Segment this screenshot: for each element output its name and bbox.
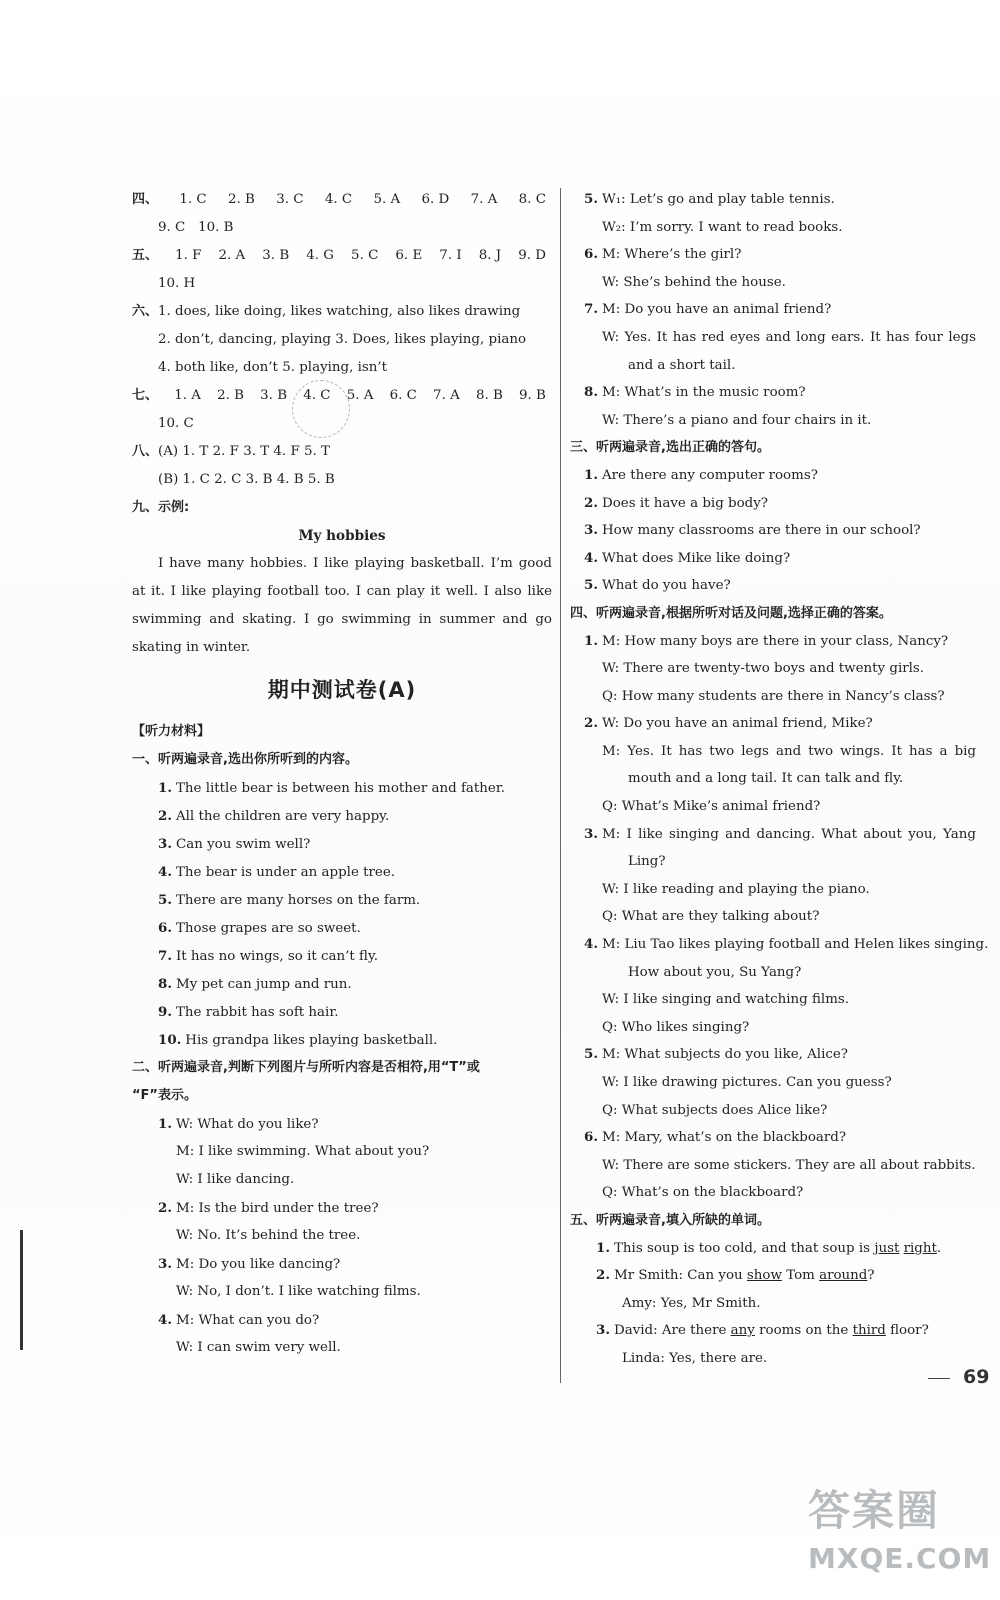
dialogue-line [570,738,980,766]
item-text: Q: Who likes singing? [602,1019,750,1035]
school-stamp-icon [292,380,350,438]
answer-row-9 [132,494,552,522]
section-label-4: 四、 [132,192,159,207]
item-text: M: Do you like dancing? [175,1257,341,1272]
item-text: His grandpa likes playing basketball. [185,1033,438,1048]
item-text: Q: What’s Mike’s animal friend? [602,799,821,815]
item-number: 2. [596,1267,610,1284]
item-text: W: Do you have an animal friend, Mike? [601,716,873,732]
item-text: W: I can swim very well. [176,1340,341,1355]
item-number: 7. [158,948,172,964]
item-text: What does Mike like doing? [601,550,791,566]
item-text: M: Is the bird under the tree? [175,1201,379,1216]
listening-item [132,858,552,886]
listening-label: 【听力材料】 [132,724,211,739]
dialogue-line [570,379,980,407]
dialogue-line [570,407,980,435]
item-text: W: I like drawing pictures. Can you guess? [602,1075,892,1090]
dialogue-line [570,628,980,656]
fill-line-5: Linda: Yes, there are. [622,1350,768,1366]
answer-item: 5. C [351,248,379,263]
fill-answer: any [730,1323,755,1339]
item-number: 5. [584,577,598,594]
fill-text: Tom [781,1268,820,1284]
item-text: Ling? [628,854,666,870]
item-text: W: No. It’s behind the tree. [176,1228,361,1243]
item-text: W: There are some stickers. They are all about rabbits. [602,1157,976,1173]
fill-line-4 [570,1317,980,1345]
fill-text: floor? [885,1323,929,1339]
answer-row-8 [132,438,552,466]
item-text: Those grapes are so sweet. [175,921,361,936]
item-text: Q: How many students are there in Nancy’s class? [602,688,945,704]
listening-item [132,1026,552,1054]
item-number: 5. [584,191,598,207]
item-number: 10. [158,1032,182,1048]
answer-item: 8. C [518,192,546,207]
site-logo-url: MXQE.COM [808,1542,992,1575]
item-number: 4. [584,936,598,953]
item-number: 1. [584,632,598,649]
answer-line: 1. does, like doing, likes watching, also likes drawing [158,304,521,319]
section-label-8: 八、 [132,444,159,459]
item-number: 3. [158,836,172,852]
item-text: W: There are twenty-two boys and twenty girls. [602,661,925,677]
item-text: Are there any computer rooms? [601,467,818,483]
dialogue-line [570,683,980,711]
item-text: Q: What are they talking about? [602,909,820,925]
item-text: M: How many boys are there in your class, Nancy? [601,633,949,649]
section-label-7: 七、 [132,388,159,403]
item-text: W: No, I don’t. I like watching films. [176,1284,421,1299]
answer-item: 3. B [260,388,288,403]
part4-list [570,628,989,1207]
dialogue-line [570,765,980,793]
dialogue-line [570,959,980,987]
dialogue-line [570,986,980,1014]
item-number: 1. [158,780,172,796]
site-logo-text: 答案圈 [808,1486,941,1535]
item-text: The rabbit has soft hair. [175,1005,339,1020]
item-text: The bear is under an apple tree. [175,865,396,880]
item-number: 4. [158,1312,172,1328]
item-text: M: I like singing and dancing. What about you, Yang [601,826,976,842]
part2-heading: 二、听两遍录音,判断下列图片与所听内容是否相符,用“T”或 [132,1060,480,1075]
part3-heading: 三、听两遍录音,选出正确的答句。 [570,440,770,456]
item-number: 1. [584,466,598,483]
fill-text: David: Are there [613,1323,731,1339]
item-text: Q: What’s on the blackboard? [602,1185,804,1201]
item-number: 4. [158,864,172,880]
item-text: M: What’s in the music room? [601,385,806,401]
dialogue-line [570,214,980,242]
part3-list [570,462,980,600]
answer-item: 10. B [198,220,234,235]
fill-answer: show [746,1268,782,1284]
answer-row-5b [132,270,552,298]
listening-item [132,942,552,970]
dialogue-line [570,352,980,380]
dialogue-line [570,793,980,821]
dialogue-line [570,1041,980,1069]
answer-item: 6. E [395,248,423,263]
item-number: 9. [158,1004,172,1020]
item-text: mouth and a long tail. It can talk and fly. [628,771,904,787]
answer-item: 9. B [519,388,546,403]
item-number: 6. [584,246,598,263]
item-text: W: I like singing and watching films. [602,992,850,1008]
answer-item: 10. C [158,416,194,431]
listening-item [132,998,552,1026]
item-text: M: Mary, what’s on the blackboard? [601,1130,847,1146]
fill-line-2 [570,1262,980,1290]
item-text: W: I like dancing. [176,1172,295,1187]
essay-line: skating in winter. [132,640,251,655]
dialogue-line [132,1250,552,1278]
fill-answer: around [819,1268,868,1284]
item-text: M: Yes. It has two legs and two wings. It has a big [602,743,976,759]
dialogue-line [132,1110,552,1138]
dialogue-line [570,848,980,876]
essay-title: My hobbies [298,528,386,544]
answer-item: 2. A [218,248,246,263]
item-text: My pet can jump and run. [175,977,352,992]
dialogue-line [570,1069,980,1097]
item-number: 7. [584,301,598,318]
dialogue-line [570,1179,980,1207]
listening-item [132,914,552,942]
item-number: 6. [584,1129,598,1146]
listening-item [132,802,552,830]
answer-item: 1. F [175,248,202,263]
answer-item: 7. I [439,248,462,263]
section-label-6: 六、 [132,304,159,319]
answer-row-6c [132,354,552,382]
dialogue-line [570,269,980,297]
site-logo [808,1478,992,1588]
answer-row-8b [132,466,552,494]
fill-answer: right [903,1240,937,1256]
listening-item [570,545,980,573]
answer-item: 4. G [306,248,334,263]
listening-item [570,572,980,600]
dialogue-line [132,1222,552,1250]
answer-line: 4. both like, don’t 5. playing, isn’t [158,360,388,375]
dialogue-line [570,1124,980,1152]
answer-row-5 [132,242,552,270]
item-text: M: What subjects do you like, Alice? [601,1047,848,1063]
item-number: 3. [596,1322,610,1339]
answer-row-6 [132,298,552,326]
answer-row-4b [132,214,552,242]
essay-line: I have many hobbies. I like playing basketball. I’m good [158,556,552,571]
dialogue-line [132,1138,552,1166]
item-text: Can you swim well? [175,837,311,852]
dialogue-line [570,876,980,904]
dialogue-line [570,821,980,849]
dialogue-line [570,931,989,959]
item-number: 3. [584,825,598,842]
item-number: 1. [158,1116,172,1132]
dialogue-line [570,296,980,324]
item-text: Q: What subjects does Alice like? [602,1102,828,1118]
item-text: W: She’s behind the house. [602,274,786,290]
fill-text: This soup is too cold, and that soup is [613,1240,875,1256]
item-text: How about you, Su Yang? [628,964,802,980]
dialogue-line [570,1014,980,1042]
dialogue-line [570,655,980,683]
fill-text: Mr Smith: Can you [613,1268,747,1284]
answer-item: 10. H [158,276,196,291]
item-number: 5. [584,1046,598,1063]
answer-row-4 [132,186,552,214]
item-text: Does it have a big body? [601,495,768,511]
listening-item [570,517,980,545]
answer-item: 4. C [324,192,353,207]
item-number: 3. [584,522,598,539]
fill-text: . [936,1240,942,1256]
answer-item: 5. A [373,192,401,207]
item-number: 2. [584,715,598,732]
item-number: 3. [158,1256,172,1272]
fill-text: ? [867,1268,875,1284]
item-text: The little bear is between his mother and father. [175,781,506,796]
part2-heading-cont: “F”表示。 [132,1088,197,1103]
essay-line: swimming and skating. I go swimming in summer and go [132,612,552,627]
answer-item: 1. A [174,388,201,403]
item-text: All the children are very happy. [175,809,390,824]
fill-line-3: Amy: Yes, Mr Smith. [622,1295,761,1311]
item-text: and a short tail. [628,357,736,373]
item-number: 5. [158,892,172,908]
dialogue-line [132,1334,552,1362]
answer-item: 2. B [227,192,255,207]
page-number: 69 [963,1366,990,1388]
item-text: How many classrooms are there in our school? [601,523,921,539]
item-text: M: Do you have an animal friend? [601,302,832,318]
answer-item: 9. D [518,248,546,263]
item-text: It has no wings, so it can’t fly. [175,949,379,964]
dialogue-line [570,903,980,931]
item-number: 2. [584,494,598,511]
dialogue-line [570,186,980,214]
answer-line: (B) 1. C 2. C 3. B 4. B 5. B [158,472,335,487]
answer-item: 5. A [346,388,374,403]
listening-item [570,462,980,490]
answer-item: 6. D [421,192,450,207]
part2-continued-list [570,186,980,434]
item-number: 1. [596,1239,610,1256]
fill-answer: just [874,1240,900,1256]
dialogue-line [570,1097,980,1125]
item-text: M: I like swimming. What about you? [176,1144,430,1159]
item-text: W₁: Let’s go and play table tennis. [601,192,835,207]
item-text: W: What do you like? [175,1117,319,1132]
item-number: 2. [158,1200,172,1216]
answer-item: 8. J [478,248,502,263]
fill-line-1 [570,1235,980,1263]
listening-item [132,830,552,858]
part5-heading: 五、听两遍录音,填入所缺的单词。 [570,1212,770,1228]
answer-item: 1. C [179,192,207,207]
answer-item: 7. A [470,192,498,207]
item-number: 6. [158,920,172,936]
left-column [132,186,552,1362]
part4-heading: 四、听两遍录音,根据所听对话及问题,选择正确的答案。 [570,605,892,621]
exam-title: 期中测试卷(A) [267,678,417,702]
item-text: What do you have? [601,578,731,594]
fill-answer: third [852,1323,886,1339]
item-text: W: Yes. It has red eyes and long ears. It has four legs [602,329,976,345]
dialogue-line [132,1306,552,1334]
dialogue-line [570,710,980,738]
answer-item: 6. C [389,388,417,403]
part1-heading: 一、听两遍录音,选出你所听到的内容。 [132,752,358,767]
item-number: 2. [158,808,172,824]
answer-item: 3. C [276,192,304,207]
essay-line: at it. I like playing football too. I can play it well. I also like [132,584,552,599]
answer-line: 2. don’t, dancing, playing 3. Does, likes playing, piano [158,332,527,347]
part2-list [132,1110,552,1362]
dialogue-line [132,1166,552,1194]
listening-item [132,970,552,998]
dialogue-line [132,1278,552,1306]
dialogue-line [132,1194,552,1222]
item-text: W: I like reading and playing the piano. [602,881,870,897]
binding-mark [20,1230,23,1350]
section-label-9: 九、示例: [132,500,190,515]
item-number: 8. [158,976,172,992]
item-text: M: What can you do? [175,1313,320,1328]
item-text: W: There’s a piano and four chairs in it. [602,412,872,428]
answer-item: 3. B [262,248,290,263]
listening-item [132,886,552,914]
answer-line: (A) 1. T 2. F 3. T 4. F 5. T [158,444,330,459]
answer-item: 8. B [475,388,503,403]
column-divider [560,188,561,1383]
answer-item: 4. C [303,388,331,403]
item-number: 4. [584,549,598,566]
listening-item [132,774,552,802]
dialogue-line [570,324,980,352]
part1-list [132,774,552,1054]
listening-item [570,490,980,518]
fill-text: rooms on the [754,1323,853,1339]
item-text: M: Where’s the girl? [601,247,742,263]
item-text: W₂: I’m sorry. I want to read books. [602,219,843,235]
right-column [570,186,989,1373]
section-label-5: 五、 [132,248,159,263]
dialogue-line [570,241,980,269]
answer-row-6b [132,326,552,354]
item-number: 8. [584,384,598,401]
page-number-dash [928,1378,950,1379]
answer-item: 7. A [433,388,460,403]
answer-item: 2. B [217,388,244,403]
item-text: There are many horses on the farm. [175,893,421,908]
item-text: M: Liu Tao likes playing football and Helen likes singing. [601,937,989,953]
dialogue-line [570,1152,980,1180]
answer-item: 9. C [158,220,186,235]
